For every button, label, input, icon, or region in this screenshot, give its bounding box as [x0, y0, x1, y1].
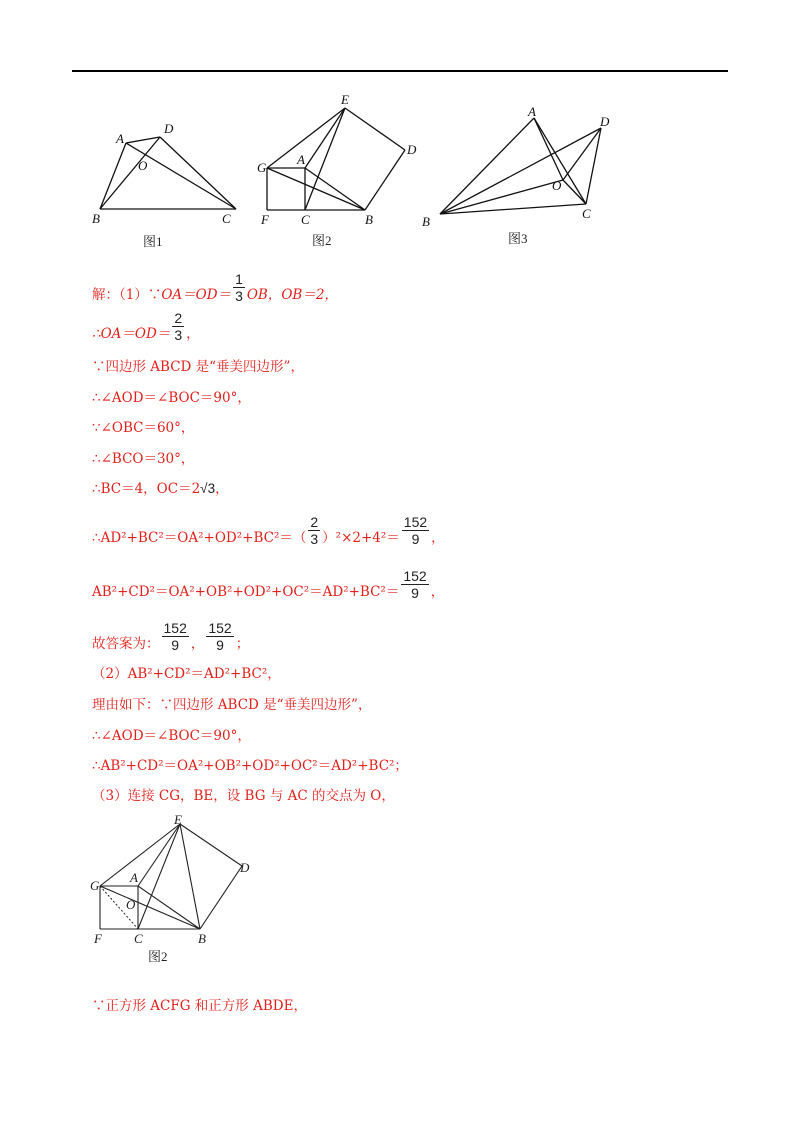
- fig4-label-c: C: [134, 931, 143, 946]
- figure-1-diagram: [88, 115, 248, 230]
- fig1-label-c: C: [222, 211, 231, 226]
- solution-line-3: ∵四边形 ABCD 是“垂美四边形”，: [92, 359, 304, 375]
- solution-line-15: （3）连接 CG，BE，设 BG 与 AC 的交点为 O，: [92, 788, 395, 804]
- solution-line-7: ∴BC＝4，OC＝2√3，: [92, 481, 229, 497]
- figure-3-caption: 图3: [508, 231, 528, 246]
- figure-3: [418, 104, 618, 229]
- figure-2-diagram: [255, 92, 425, 232]
- fig2-label-g: G: [257, 160, 267, 175]
- figure-4-caption: 图2: [148, 949, 168, 964]
- solution-line-9: AB²+CD²＝OA²+OB²+OD²+OC²＝AD²+BC²＝ $\frac{152}{9}$ ，: [92, 568, 445, 601]
- fig3-label-c: C: [582, 206, 591, 221]
- figure-3-diagram: [418, 104, 618, 229]
- figure-2-caption: 图2: [312, 233, 332, 248]
- fraction-152-9-a: $\frac{152}{9}$: [403, 514, 428, 547]
- fraction-152-9-c: $\frac{152}{9}$: [163, 620, 187, 653]
- solution-line-10: 故答案为： $\frac{152}{9}$ ， $\frac{152}{9}$ ；: [92, 620, 250, 653]
- fig4-label-b: B: [198, 931, 206, 946]
- fig2-label-e: E: [341, 92, 349, 107]
- solution-line-8: ∴AD²+BC²＝OA²+OD²+BC²＝（ $\frac{2}{3}$ ）²×2+4²＝ $\frac{152}{9}$ ，: [92, 514, 445, 547]
- solution-line-4: ∴∠AOD＝∠BOC＝90°，: [92, 390, 251, 406]
- figure-2: [255, 92, 425, 232]
- figure-4-diagram: [88, 812, 258, 947]
- fraction-two-thirds: $\frac{2}{3}$: [174, 310, 183, 343]
- solution-line-16: ∵正方形 ACFG 和正方形 ABDE，: [92, 998, 307, 1014]
- fig3-label-o: O: [552, 178, 562, 193]
- fig2-label-a: A: [297, 152, 305, 167]
- solution-line-11: （2）AB²+CD²＝AD²+BC²，: [92, 666, 281, 682]
- fig2-label-b: B: [365, 212, 373, 227]
- fig3-label-a: A: [528, 104, 536, 119]
- fig1-label-b: B: [92, 211, 100, 226]
- fraction-152-9-b: $\frac{152}{9}$: [403, 568, 427, 601]
- solution-line-5: ∵∠OBC＝60°，: [92, 420, 195, 436]
- fig4-label-g: G: [90, 878, 100, 893]
- header-rule: [72, 70, 728, 72]
- fig3-label-d: D: [600, 114, 610, 129]
- fig4-label-o: O: [126, 897, 136, 912]
- fig1-label-d: D: [164, 121, 174, 136]
- fig4-label-e: E: [174, 812, 182, 827]
- solution-line-2: ∴OA＝OD＝ $\frac{2}{3}$ ，: [92, 310, 200, 343]
- solution-line-13: ∴∠AOD＝∠BOC＝90°，: [92, 728, 251, 744]
- fig2-label-f: F: [261, 212, 269, 227]
- figure-1: [88, 115, 248, 230]
- fraction-one-third: $\frac{1}{3}$: [235, 271, 243, 304]
- fig3-label-b: B: [422, 214, 430, 229]
- solution-line-1: 解：（1）∵OA＝OD＝ $\frac{1}{3}$ OB，OB＝2，: [92, 271, 338, 304]
- fraction-two-thirds-b: $\frac{2}{3}$: [310, 514, 319, 547]
- figure-1-caption: 图1: [143, 234, 163, 249]
- sqrt-three: √3: [200, 481, 216, 496]
- fig4-label-a: A: [130, 870, 138, 885]
- fig1-label-o: O: [138, 158, 148, 173]
- fig4-label-d: D: [240, 860, 250, 875]
- figure-4: [88, 812, 258, 947]
- solution-line-12: 理由如下：∵四边形 ABCD 是“垂美四边形”，: [92, 697, 372, 713]
- solution-line-14: ∴AB²+CD²＝OA²+OB²+OD²+OC²＝AD²+BC²；: [92, 758, 408, 774]
- fig2-label-d: D: [407, 142, 417, 157]
- fig2-label-c: C: [301, 212, 310, 227]
- fig1-label-a: A: [116, 131, 124, 146]
- solution-line-6: ∴∠BCO＝30°，: [92, 451, 195, 467]
- fraction-152-9-d: $\frac{152}{9}$: [208, 620, 232, 653]
- fig4-label-f: F: [94, 931, 102, 946]
